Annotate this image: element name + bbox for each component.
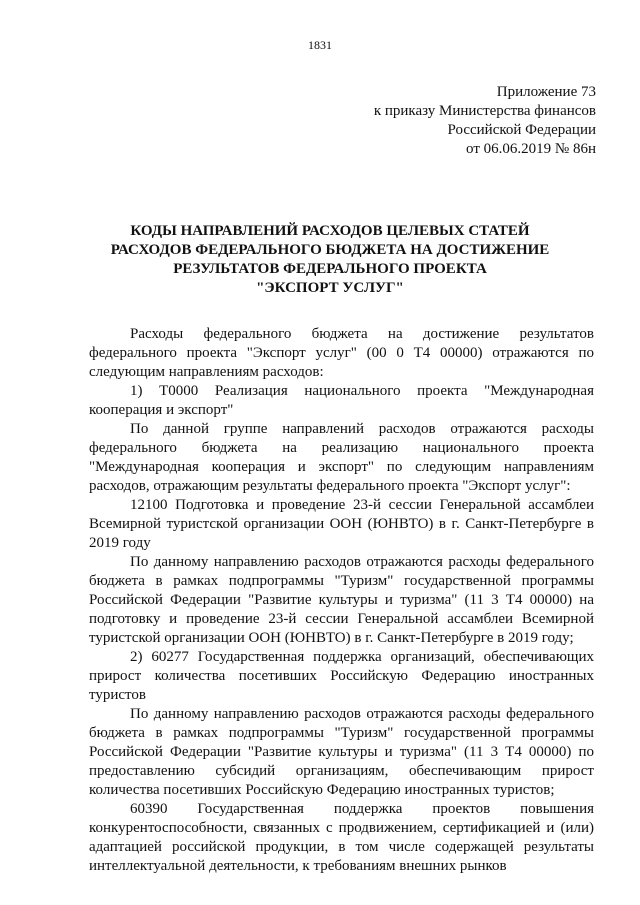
appendix-line: Приложение 73 bbox=[496, 84, 596, 100]
paragraph: 60390 Государственная поддержка проектов повышения конкурентоспособности, связанных с продвижением, сертификацией и (или) адаптацией российской продукции, в том числе содержащей результаты интеллектуальной деятельности, к требованиям внешних рынков bbox=[89, 801, 594, 874]
paragraph: 2) 60277 Государственная поддержка организаций, обеспечивающих прирост количества посетивших Российскую Федерацию иностранных туристов bbox=[89, 649, 594, 703]
paragraph: По данной группе направлений расходов отражаются расходы федерального бюджета на реализацию национального проекта "Международная кооперация и экспорт" по следующим направлениям расходов, отражающим результаты федерального проекта "Экспорт услуг": bbox=[89, 421, 594, 494]
body-text bbox=[89, 325, 594, 876]
title-line: РАСХОДОВ ФЕДЕРАЛЬНОГО БЮДЖЕТА НА ДОСТИЖЕНИЕ bbox=[110, 242, 550, 258]
page-number: 1831 bbox=[308, 38, 332, 52]
paragraph: 12100 Подготовка и проведение 23-й сессии Генеральной ассамблеи Всемирной туристской организации ООН (ЮНВТО) в г. Санкт-Петербурге в 2019 году bbox=[89, 497, 594, 551]
paragraph: По данному направлению расходов отражаются расходы федерального бюджета в рамках подпрограммы "Туризм" государственной программы Российской Федерации "Развитие культуры и туризма" (11 3 Т4 00000) на подготовку и проведение 23-й сессии Генеральной ассамблеи Всемирной туристской организации ООН (ЮНВТО) в г. Санкт-Петербурге в 2019 году; bbox=[89, 554, 594, 646]
title-line: КОДЫ НАПРАВЛЕНИЙ РАСХОДОВ ЦЕЛЕВЫХ СТАТЕЙ bbox=[130, 223, 530, 239]
paragraph: Расходы федерального бюджета на достижение результатов федерального проекта "Экспорт услуг" (00 0 Т4 00000) отражаются по следующим направлениям расходов: bbox=[89, 326, 594, 380]
paragraph: По данному направлению расходов отражаются расходы федерального бюджета в рамках подпрограммы "Туризм" государственной программы Российской Федерации "Развитие культуры и туризма" (11 3 Т4 00000) по предоставлению субсидий организациям, обеспечивающим прирост количества посетивших Российскую Федерацию иностранных туристов; bbox=[89, 706, 594, 798]
document-title bbox=[90, 222, 570, 298]
appendix-line: к приказу Министерства финансов bbox=[373, 103, 596, 119]
title-line: РЕЗУЛЬТАТОВ ФЕДЕРАЛЬНОГО ПРОЕКТА bbox=[173, 261, 487, 277]
appendix-line: Российской Федерации bbox=[447, 122, 596, 138]
appendix-line: от 06.06.2019 № 86н bbox=[466, 141, 596, 157]
paragraph: 1) Т0000 Реализация национального проекта "Международная кооперация и экспорт" bbox=[89, 383, 594, 418]
title-line: "ЭКСПОРТ УСЛУГ" bbox=[256, 280, 404, 296]
appendix-header bbox=[374, 83, 596, 159]
